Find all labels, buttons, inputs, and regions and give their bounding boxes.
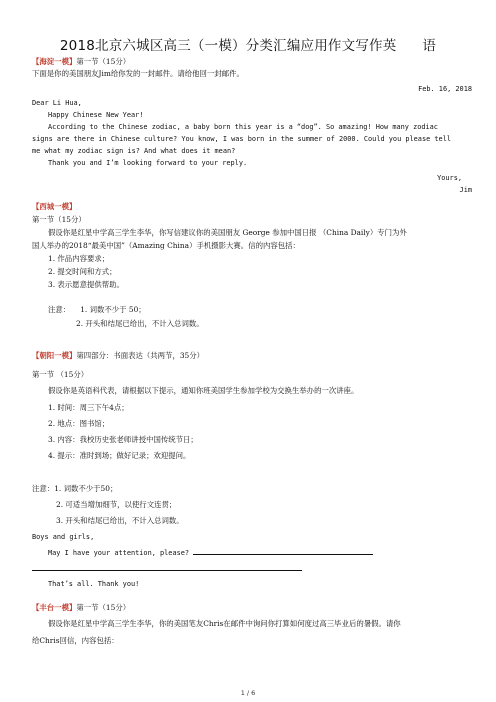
- haidian-intro: 下面是你的美国朋友Jim给你发的一封邮件。请给他回一封邮件。: [32, 69, 244, 78]
- chaoyang-tag: 【朝阳一模】: [32, 351, 77, 360]
- chaoyang-section: 第一节 （15分）: [32, 370, 89, 379]
- haidian-heading: 【海淀一模】第一节（15分）: [32, 57, 131, 66]
- xicheng-tag: 【西城一模】: [32, 202, 77, 211]
- fengtai-paragraph: 给Chris回信，内容包括：: [32, 636, 119, 645]
- page-title: 2018北京六城区高三（一模）分类汇编应用作文写作英 语: [59, 38, 437, 54]
- chaoyang-heading: 【朝阳一模】第四部分：书面表达（共两节，35分）: [32, 351, 205, 360]
- haidian-tag: 【海淀一模】: [32, 57, 77, 66]
- speech-opening: May I have your attention, please?: [32, 547, 488, 558]
- letter-signature: Jim: [459, 186, 472, 194]
- xicheng-section: 第一节（15分）: [32, 215, 86, 224]
- answer-blank[interactable]: [32, 563, 302, 571]
- speech-greeting: Boys and girls,: [32, 533, 95, 541]
- fengtai-tag: 【丰台一模】: [32, 603, 77, 612]
- list-item: 1. 作品内容要求；: [48, 254, 110, 263]
- note: 2. 开头和结尾已给出，不计入总词数。: [76, 319, 204, 328]
- letter-paragraph: Happy Chinese New Year!: [48, 111, 144, 119]
- letter-greeting: Dear Li Hua,: [32, 99, 82, 107]
- speech-ending: That’s all. Thank you!: [48, 580, 140, 588]
- answer-blank[interactable]: [193, 547, 373, 555]
- letter-paragraph: According to the Chinese zodiac, a baby born this year is a “dog”. So amazing! How many zodiac: [48, 123, 438, 131]
- xicheng-paragraph: 假设你是红星中学高三学生李华，你写信建议你的美国朋友 George 参加中国日报 （China Daily）专门为外: [48, 228, 407, 237]
- list-item: 1. 时间：周三下午4点；: [48, 403, 129, 412]
- letter-paragraph: Thank you and I’m looking forward to your reply.: [48, 159, 248, 167]
- note: 3. 开头和结尾已给出，不计入总词数。: [56, 516, 184, 525]
- page-number: 1 / 6: [240, 689, 256, 697]
- letter-paragraph: signs are there in Chinese culture? You know, I was born in the summer of 2000. Could you please tell: [32, 135, 451, 143]
- fengtai-paragraph: 假设你是红星中学高三学生李华，你的美国笔友Chris在邮件中询问你打算如何度过高三毕业后的暑假。请你: [48, 619, 401, 628]
- xicheng-paragraph: 国人举办的2018“最美中国”（Amazing China）手机摄影大赛。信的内容包括：: [32, 241, 300, 250]
- chaoyang-intro: 假设你是英语科代表，请根据以下提示，通知你班美国学生参加学校为交换生举办的一次讲座。: [48, 386, 359, 395]
- list-item: 2. 地点：图书馆；: [48, 419, 110, 428]
- fengtai-heading: 【丰台一模】第一节（15分）: [32, 603, 131, 612]
- list-item: 3. 表示愿意提供帮助。: [48, 280, 124, 289]
- list-item: 2. 提交时间和方式；: [48, 267, 117, 276]
- letter-closing: Yours,: [437, 174, 462, 182]
- letter-date: Feb. 16, 2018: [418, 85, 472, 93]
- note: 2. 可适当增加细节，以使行文连贯；: [56, 500, 177, 509]
- answer-blank-line: [32, 563, 472, 574]
- list-item: 4. 提示：准时到场；做好记录；欢迎提问。: [48, 451, 191, 460]
- letter-paragraph: me what my zodiac sign is? And what does it mean?: [32, 147, 236, 155]
- xicheng-heading: [32, 202, 472, 212]
- list-item: 3. 内容：我校历史张老师讲授中国传统节日；: [48, 435, 198, 444]
- note: 注意：1. 词数不少于50；: [32, 484, 118, 493]
- note: 注意： 1. 词数不少于 50；: [48, 305, 146, 314]
